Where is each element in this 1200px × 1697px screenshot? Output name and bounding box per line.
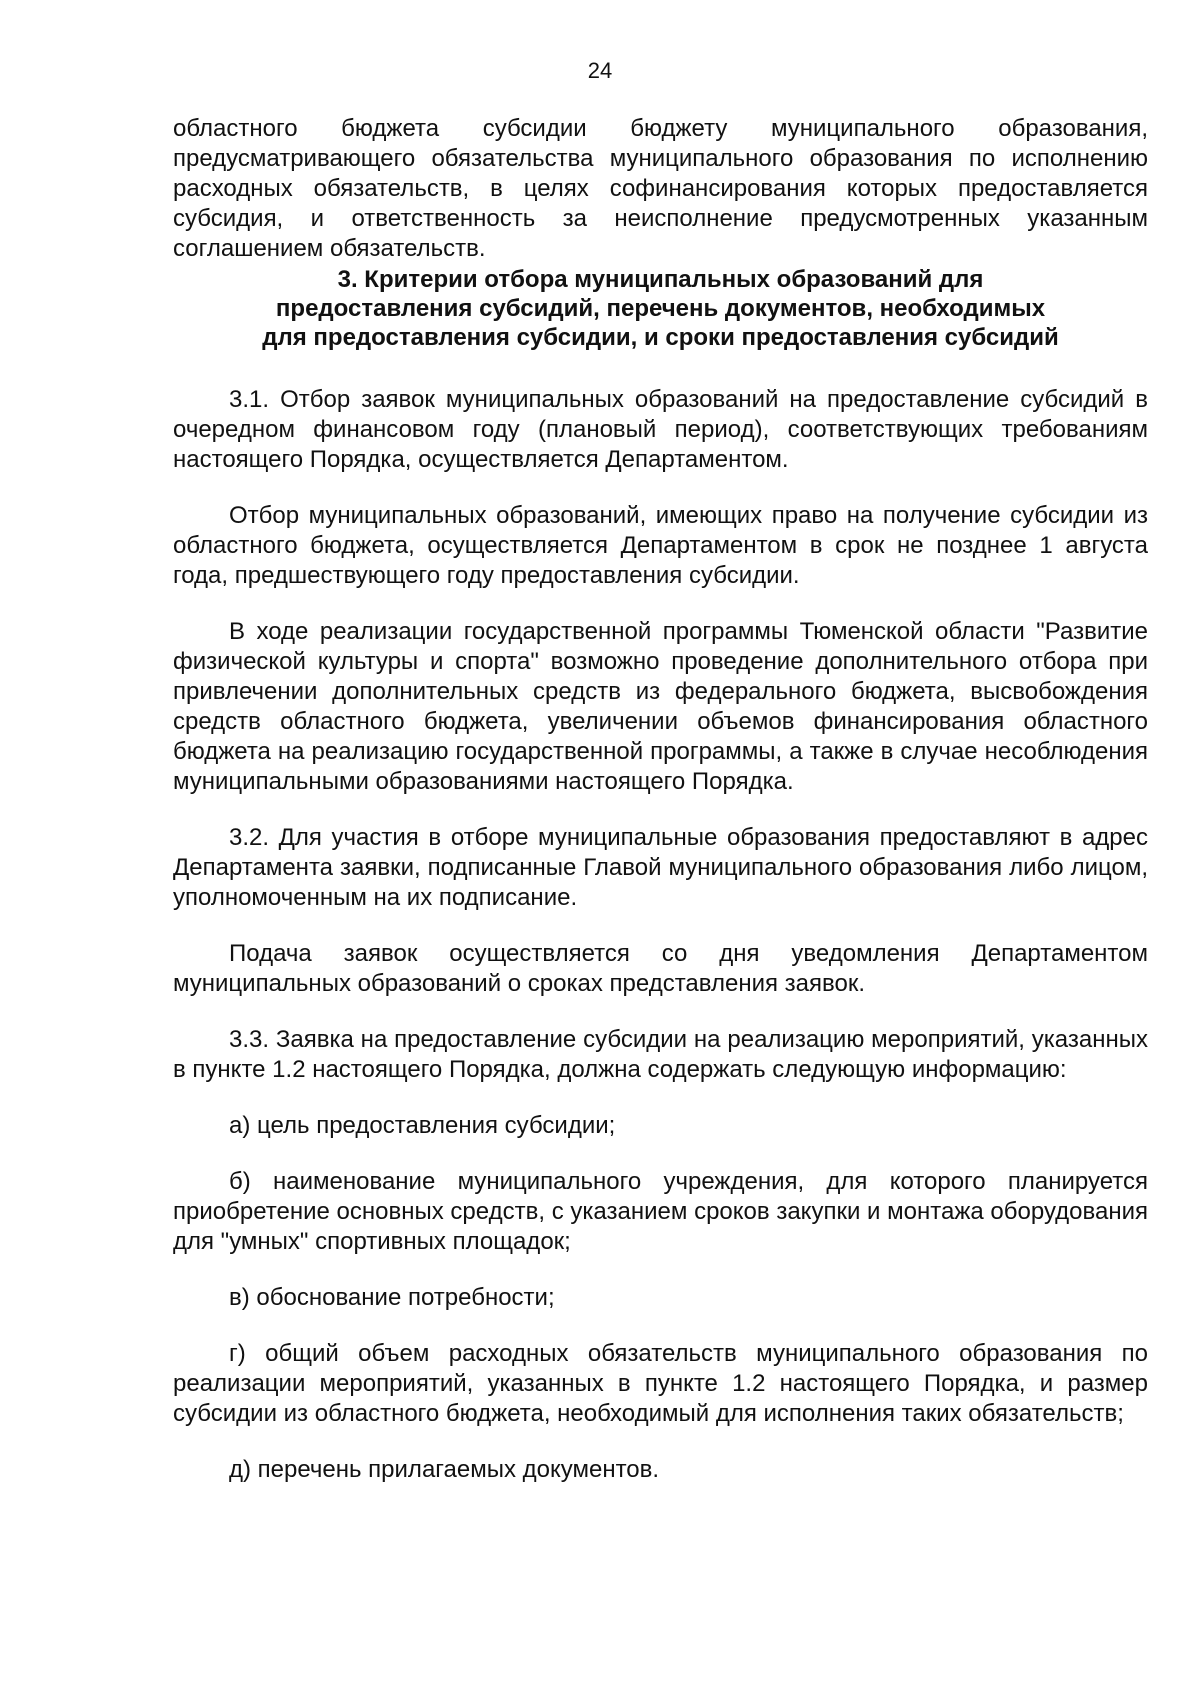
page-number: 24 — [587, 58, 613, 83]
paragraph-3-2: 3.2. Для участия в отборе муниципальные образования предоставляют в адрес Департамента заявки, подписанные Главой муниципального образования либо лицом, уполномоченным на их подписание. — [173, 824, 1148, 911]
paragraph-selection-deadline: Отбор муниципальных образований, имеющих право на получение субсидии из областного бюджета, осуществляется Департаментом в срок не позднее 1 августа года, предшествующего году предоставления субсидии. — [173, 502, 1148, 589]
list-item-a: а) цель предоставления субсидии; — [229, 1112, 616, 1139]
document-body — [173, 114, 1148, 1485]
paragraph-submission: Подача заявок осуществляется со дня уведомления Департаментом муниципальных образований о сроках представления заявок. — [173, 940, 1148, 997]
list-item-g: г) общий объем расходных обязательств муниципального образования по реализации мероприятий, указанных в пункте 1.2 настоящего Порядка, и размер субсидии из областного бюджета, необходимый для исполнения таких обязательств; — [173, 1340, 1148, 1427]
list-item-d: д) перечень прилагаемых документов. — [229, 1456, 660, 1483]
paragraph-3-1: 3.1. Отбор заявок муниципальных образований на предоставление субсидий в очередном финансовом году (плановый период), соответствующих требованиям настоящего Порядка, осуществляется Департаментом. — [173, 386, 1148, 473]
section-heading: 3. Критерии отбора муниципальных образований для предоставления субсидий, перечень документов, необходимых для предоставления субсидии, и сроки предоставления субсидий — [262, 266, 1059, 351]
list-item-v: в) обоснование потребности; — [229, 1284, 555, 1311]
paragraph-3-3: 3.3. Заявка на предоставление субсидии на реализацию мероприятий, указанных в пункте 1.2 настоящего Порядка, должна содержать следующую информацию: — [173, 1026, 1148, 1083]
list-item-b: б) наименование муниципального учреждения, для которого планируется приобретение основных средств, с указанием сроков закупки и монтажа оборудования для "умных" спортивных площадок; — [173, 1168, 1148, 1255]
paragraph-additional-selection: В ходе реализации государственной программы Тюменской области "Развитие физической культуры и спорта" возможно проведение дополнительного отбора при привлечении дополнительных средств из федерального бюджета, высвобождения средств областного бюджета, увеличении объемов финансирования областного бюджета на реализацию государственной программы, а также в случае несоблюдения муниципальными образованиями настоящего Порядка. — [173, 618, 1148, 795]
paragraph-continuation: областного бюджета субсидии бюджету муниципального образования, предусматривающего обязательства муниципального образования по исполнению расходных обязательств, в целях софинансирования которых предоставляется субсидия, и ответственность за неисполнение предусмотренных указанным соглашением обязательств. — [173, 115, 1148, 262]
